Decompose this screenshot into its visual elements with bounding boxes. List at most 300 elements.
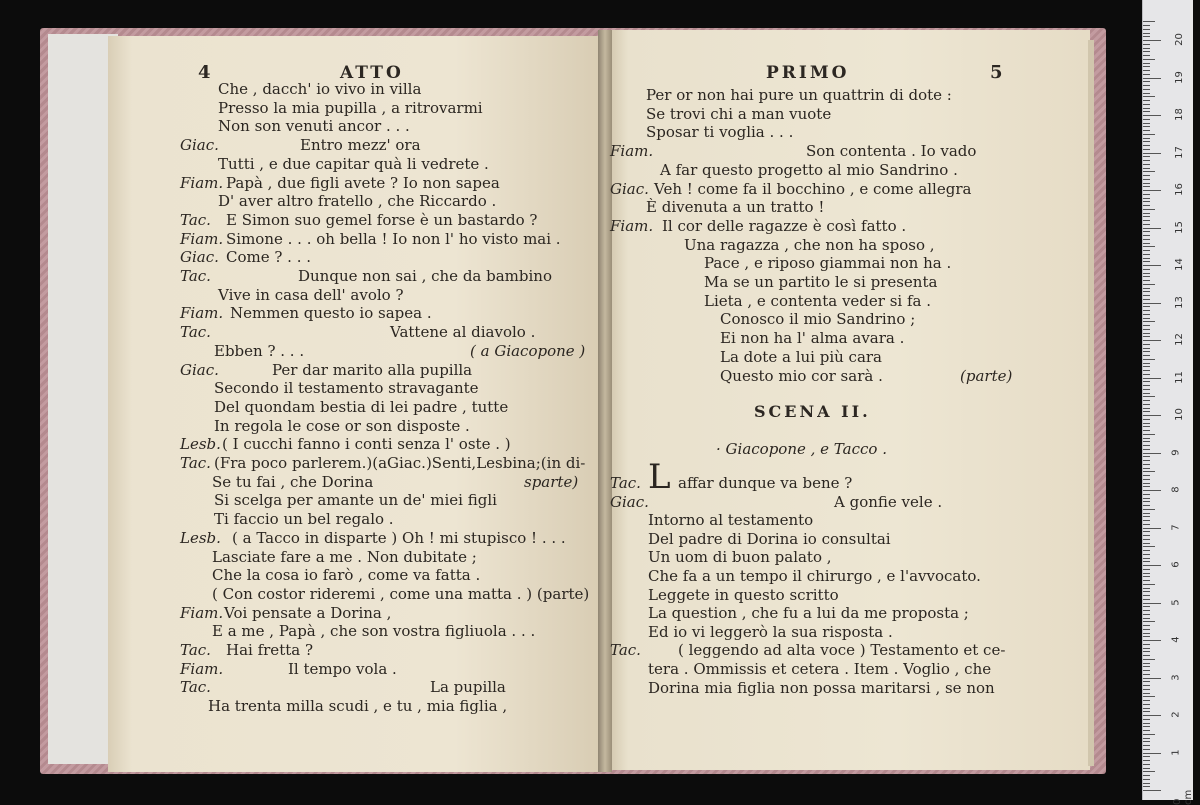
ruler-tick [1143,258,1150,259]
ruler-tick [1143,205,1150,206]
verse-line: Veh ! come fa il bocchino , e come allegra [654,179,972,198]
speaker-label: Giac. [180,360,219,379]
ruler-tick [1143,700,1150,701]
ruler-tick [1143,273,1150,274]
verse-line: Ti faccio un bel regalo . [214,510,394,529]
ruler-label: 4 [1170,636,1182,643]
verse-line: ( Con costor rideremi , come una matta . ) (parte) [212,584,590,603]
ruler-tick [1143,655,1150,656]
ruler-tick [1143,648,1150,649]
scene-heading: SCENA II. [754,402,871,421]
verse-line: (Fra poco parlerem.)(aGiac.)Senti,Lesbina;(in di- [214,454,586,472]
verse-line: Presso la mia pupilla , a ritrovarmi [218,98,483,117]
verse-line: Il tempo vola . [288,659,397,678]
ruler-tick [1143,693,1150,694]
ruler-tick [1143,70,1150,71]
ruler-tick [1143,321,1155,322]
ruler-tick [1143,644,1150,645]
verse-line: Pace , e riposo giammai non ha . [704,254,952,273]
ruler-tick [1143,295,1150,296]
verse-line: Se tu fai , che Dorina [212,472,374,491]
ruler-label: 14 [1173,258,1185,271]
speaker-label: Lesb. [180,435,221,454]
ruler-tick [1143,516,1150,517]
verse-line: E a me , Papà , che son vostra figliuola . . . [212,622,536,641]
ruler-tick [1143,561,1150,562]
verse-line: La pupilla [430,678,506,697]
verse-line: Nemmen questo io sapea . [230,304,432,323]
ruler-tick [1143,288,1150,289]
ruler-tick [1143,265,1161,266]
right-page-number: 5 [990,62,1003,83]
speaker-label: Tac. [180,641,211,659]
verse-line: A far questo progetto al mio Sandrino . [660,160,958,179]
ruler-tick [1143,663,1150,664]
ruler-tick [1143,670,1150,671]
speaker-label: Tac. [180,323,211,342]
ruler-tick [1143,198,1150,199]
ruler-tick [1143,363,1150,364]
ruler-tick [1143,685,1150,686]
ruler-tick [1143,239,1150,240]
ruler-tick [1143,640,1161,641]
verse-line: A gonfie vele . [834,492,943,511]
scene-characters: · Giacopone , e Tacco . [716,440,887,458]
ruler-tick [1143,674,1150,675]
ruler-tick [1143,314,1150,315]
ruler-label: 15 [1173,220,1185,234]
ruler-tick [1143,678,1161,679]
ruler-tick [1143,415,1161,416]
ruler-tick [1143,445,1150,446]
verse-line: Son contenta . Io vado [806,142,977,161]
verse-line: Non son venuti ancor . . . [218,117,410,136]
ruler-tick [1143,134,1155,135]
ruler-tick [1143,629,1150,630]
ruler-tick [1143,74,1150,75]
ruler-tick [1143,554,1150,555]
speaker-label: Tac. [610,641,641,660]
ruler-tick [1143,438,1150,439]
verse-line: Conosco il mio Sandrino ; [720,310,916,329]
ruler-tick [1143,591,1150,592]
ruler-tick [1143,711,1150,712]
page-edge [1088,40,1094,766]
ruler-label: 7 [1170,523,1182,531]
verse-line: Secondo il testamento stravagante [214,379,479,398]
ruler-label: 12 [1173,333,1185,346]
ruler-tick [1143,558,1150,559]
ruler-tick [1143,666,1150,667]
ruler-label: 2 [1170,711,1182,718]
ruler-tick [1143,513,1150,514]
ruler-tick [1143,329,1150,330]
verse-line: affar dunque va bene ? [678,474,853,492]
stage-direction: sparte) [524,472,579,491]
ruler-tick [1143,539,1150,540]
speaker-label: Tac. [180,210,211,229]
speaker-label: Fiam. [180,173,224,192]
ruler-tick [1143,51,1150,52]
ruler-tick [1143,291,1150,292]
ruler-tick [1143,535,1150,536]
verse-line: Ha trenta milla scudi , e tu , mia figlia , [208,697,508,716]
ruler-tick [1143,543,1150,544]
ruler-tick [1143,138,1150,139]
speaker-label: Tac. [610,474,641,492]
ruler-tick [1143,441,1150,442]
ruler-tick [1143,393,1150,394]
ruler-tick [1143,89,1150,90]
ruler-tick [1143,33,1150,34]
ruler-tick [1143,344,1150,345]
ruler-tick [1143,719,1150,720]
verse-line: Se trovi chi a man vuote [646,104,832,123]
ruler-tick [1143,730,1150,731]
ruler-tick [1143,231,1150,232]
speaker-label: Giac. [610,179,649,198]
verse-line: ( leggendo ad alta voce ) Testamento et ce- [678,641,1006,660]
ruler-tick [1143,359,1155,360]
ruler-tick [1143,333,1150,334]
ruler-tick [1143,580,1150,581]
ruler-tick [1143,280,1150,281]
ruler-tick [1143,306,1150,307]
ruler-tick [1143,336,1150,337]
verse-line: E Simon suo gemel forse è un bastardo ? [226,210,538,229]
ruler-label: 11 [1173,370,1185,384]
verse-line: Il cor delle ragazze è così fatto . [662,216,907,235]
ruler-tick [1143,389,1150,390]
stage-direction: ( a Giacopone ) [470,341,586,360]
ruler-tick [1143,40,1161,41]
ruler-tick [1143,531,1150,532]
ruler-label: 17 [1173,145,1185,159]
ruler-tick [1143,426,1150,427]
ruler-tick [1143,430,1150,431]
verse-line: Per or non hai pure un quattrin di dote : [646,86,952,104]
ruler-tick [1143,55,1150,56]
ruler-tick [1143,254,1150,255]
ruler-tick [1143,276,1150,277]
verse-line: Lasciate fare a me . Non dubitate ; [212,547,477,566]
ruler-tick [1143,760,1150,761]
ruler-tick [1143,588,1150,589]
ruler-tick [1143,576,1150,577]
verse-line: Hai fretta ? [226,641,313,659]
ruler-tick [1143,126,1150,127]
verse-line: Vive in casa dell' avolo ? [218,285,404,304]
left-running-head: ATTO [340,63,404,83]
ruler-tick [1143,81,1150,82]
ruler-tick [1143,498,1150,499]
ruler-tick [1143,201,1150,202]
ruler-tick [1143,764,1150,765]
ruler-tick [1143,486,1150,487]
ruler-tick [1143,93,1150,94]
ruler-tick [1143,220,1150,221]
verse-line: Lieta , e contenta veder si fa . [704,291,932,310]
ruler-tick [1143,246,1155,247]
ruler-tick [1143,584,1155,585]
ruler-tick [1143,775,1150,776]
ruler-tick [1143,704,1150,705]
ruler-tick [1143,494,1150,495]
ruler-tick [1143,385,1150,386]
ruler-tick [1143,396,1155,397]
verse-line: Ebben ? . . . [214,341,305,360]
verse-line: Questo mio cor sarà . [720,366,883,385]
ruler-tick [1143,190,1161,191]
ruler-tick [1143,160,1150,161]
ruler-tick [1143,603,1161,604]
ruler-tick [1143,756,1150,757]
ruler-tick [1143,119,1150,120]
speaker-label: Fiam. [180,659,224,678]
verse-line: Che la cosa io farò , come va fatta . [212,566,481,585]
ruler-tick [1143,213,1150,214]
verse-line: Del quondam bestia di lei padre , tutte [214,397,509,416]
ruler-tick [1143,715,1161,716]
speaker-label: Fiam. [610,142,654,161]
ruler-tick [1143,696,1155,697]
ruler-tick [1143,411,1150,412]
ruler-tick [1143,404,1150,405]
ruler-tick [1143,48,1150,49]
ruler-tick [1143,618,1150,619]
verse-line: La question , che fu a lui da me proposta ; [648,604,969,623]
verse-line: ( a Tacco in disparte ) Oh ! mi stupisco ! . . . [232,528,566,547]
ruler-tick [1143,738,1150,739]
ruler-tick [1143,228,1161,229]
measurement-ruler [1142,0,1194,805]
ruler-label: 9 [1170,448,1182,456]
ruler-tick [1143,216,1150,217]
ruler-tick [1143,269,1150,270]
ruler-tick [1143,310,1150,311]
ruler-tick [1143,479,1150,480]
ruler-tick [1143,753,1161,754]
ruler-tick [1143,340,1161,341]
ruler-tick [1143,528,1161,529]
ruler-tick [1143,569,1150,570]
speaker-label: Lesb. [180,528,221,547]
ruler-label: 5 [1170,598,1182,606]
ruler-tick [1143,209,1155,210]
ruler-tick [1143,381,1150,382]
ruler-label: 18 [1173,108,1185,121]
ruler-tick [1143,78,1161,79]
ruler-tick [1143,633,1150,634]
verse-line: Un uom di buon palato , [648,548,832,567]
verse-line: È divenuta a un tratto ! [646,198,825,217]
ruler-label: 13 [1173,295,1185,309]
verse-line: Sposar ti voglia . . . [646,123,794,142]
ruler-tick [1143,595,1150,596]
ruler-tick [1143,366,1150,367]
ruler-tick [1143,179,1150,180]
ruler-tick [1143,183,1150,184]
verse-line: Vattene al diavolo . [390,323,536,342]
ruler-tick [1143,284,1155,285]
ruler-tick [1143,726,1150,727]
ruler-tick [1143,790,1161,791]
ruler-tick [1143,29,1150,30]
ruler-label: 8 [1170,486,1182,493]
ruler-tick [1143,325,1150,326]
ruler-tick [1143,681,1150,682]
ruler-tick [1143,501,1150,502]
verse-line: Ed io vi leggerò la sua risposta . [648,622,893,641]
speaker-label: Fiam. [180,304,224,323]
ruler-tick [1143,550,1150,551]
ruler-tick [1143,168,1150,169]
ruler-tick [1143,370,1150,371]
ruler-tick [1143,243,1150,244]
ruler-tick [1143,464,1150,465]
ruler-tick [1143,400,1150,401]
ruler-tick [1143,621,1155,622]
ruler-tick [1143,636,1150,637]
verse-line: Che fa a un tempo il chirurgo , e l'avvocato. [648,567,981,585]
verse-line: Tutti , e due capitar quà li vedrete . [218,154,489,173]
ruler-tick [1143,610,1150,611]
ruler-tick [1143,141,1150,142]
ruler-tick [1143,606,1150,607]
ruler-tick [1143,573,1150,574]
speaker-label: Fiam. [180,603,224,622]
verse-line: Per dar marito alla pupilla [272,360,473,379]
speaker-label: Fiam. [180,229,224,248]
ruler-tick [1143,460,1150,461]
ruler-tick [1143,123,1150,124]
verse-line: Che , dacch' io vivo in villa [218,80,422,98]
verse-line: tera . Ommissis et cetera . Item . Voglio , che [648,660,992,678]
stage-direction: (parte) [960,366,1013,385]
ruler-tick [1143,374,1150,375]
verse-line: Ei non ha l' alma avara . [720,329,905,348]
ruler-tick [1143,651,1150,652]
verse-line: ( I cucchi fanno i conti senza l' oste . ) [222,435,511,454]
verse-line: In regola le cose or son disposte . [214,416,470,435]
ruler-tick [1143,408,1150,409]
verse-line: Leggete in questo scritto [648,585,839,604]
left-page-number: 4 [198,62,211,83]
ruler-tick [1143,378,1161,379]
ruler-tick [1143,786,1150,787]
verse-line: Intorno al testamento [648,511,814,530]
ruler-tick [1143,659,1155,660]
ruler-tick [1143,261,1150,262]
verse-line: Papà , due figli avete ? Io non sapea [226,173,500,192]
ruler-tick [1143,625,1150,626]
ruler-tick [1143,456,1150,457]
ruler-tick [1143,303,1161,304]
verse-line: Una ragazza , che non ha sposo , [684,235,935,254]
ruler-tick [1143,779,1150,780]
ruler-tick [1143,104,1150,105]
ruler-tick [1143,145,1150,146]
ruler-label: 10 [1173,408,1185,421]
ruler-tick [1143,490,1161,491]
ruler-tick [1143,771,1155,772]
ruler-tick [1143,111,1150,112]
ruler-tick [1143,21,1155,22]
ruler-tick [1143,85,1150,86]
speaker-label: Giac. [180,136,219,155]
ruler-tick [1143,453,1161,454]
ruler-tick [1143,130,1150,131]
ruler-tick [1143,783,1150,784]
ruler-tick [1143,708,1150,709]
ruler-tick [1143,63,1150,64]
speaker-label: Tac. [180,267,211,285]
verse-line: D' aver altro fratello , che Riccardo . [218,192,497,211]
ruler-tick [1143,235,1150,236]
ruler-tick [1143,689,1150,690]
ruler-tick [1143,25,1150,26]
drop-cap: L [648,457,671,497]
ruler-tick [1143,471,1155,472]
verse-line: Voi pensate a Dorina , [224,603,392,622]
ruler-tick [1143,66,1150,67]
ruler-tick [1143,299,1150,300]
ruler-label: 3 [1170,673,1182,681]
ruler-tick [1143,186,1150,187]
ruler-tick [1143,768,1150,769]
right-running-head: PRIMO [766,63,850,83]
ruler-label: 0 cm [1172,789,1194,805]
ruler-tick [1143,468,1150,469]
ruler-tick [1143,524,1150,525]
ruler-tick [1143,546,1155,547]
ruler-tick [1143,509,1155,510]
speaker-label: Tac. [180,454,211,472]
verse-line: Ma se un partito le si presenta [704,273,938,291]
ruler-tick [1143,734,1155,735]
ruler-label: 6 [1170,561,1182,568]
ruler-label: 20 [1173,33,1185,46]
ruler-tick [1143,194,1150,195]
ruler-tick [1143,434,1155,435]
ruler-tick [1143,741,1150,742]
verse-line: Del padre di Dorina io consultai [648,529,891,548]
ruler-tick [1143,100,1150,101]
ruler-tick [1143,505,1150,506]
ruler-tick [1143,355,1150,356]
speaker-label: Tac. [180,678,211,697]
ruler-label: 19 [1173,70,1185,84]
ruler-tick [1143,224,1150,225]
verse-line: Dunque non sai , che da bambino [298,267,552,285]
ruler-tick [1143,599,1150,600]
verse-line: La dote a lui più cara [720,347,882,366]
ruler-tick [1143,419,1150,420]
ruler-tick [1143,96,1155,97]
ruler-tick [1143,250,1150,251]
speaker-label: Giac. [610,492,649,511]
speaker-label: Fiam. [610,216,654,235]
ruler-tick [1143,108,1150,109]
ruler-tick [1143,36,1150,37]
ruler-tick [1143,614,1150,615]
ruler-tick [1143,318,1150,319]
ruler-tick [1143,483,1150,484]
ruler-tick [1143,348,1150,349]
ruler-tick [1143,115,1161,116]
ruler-label: 16 [1173,183,1185,196]
ruler-tick [1143,723,1150,724]
